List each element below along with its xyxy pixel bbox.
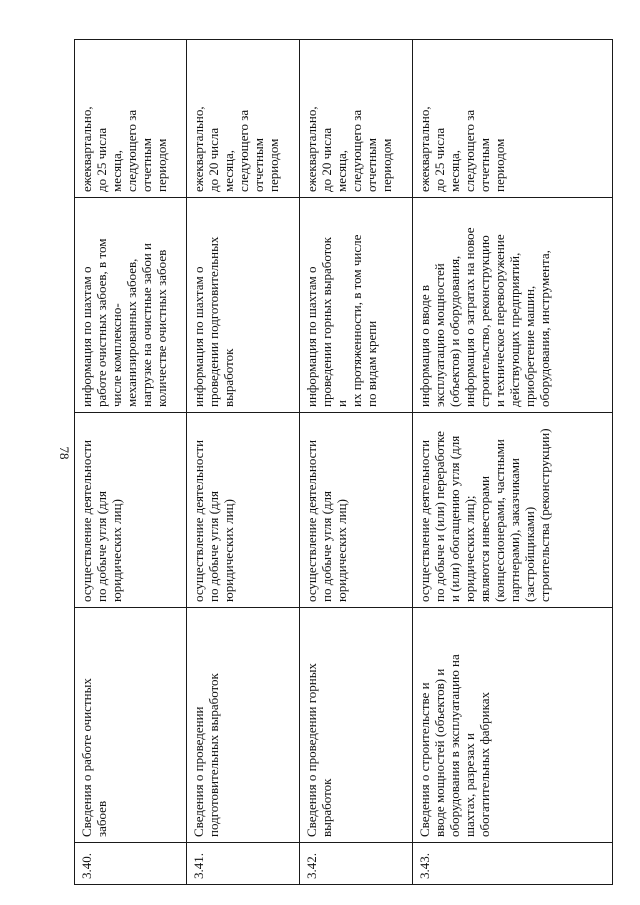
page-number: 78 [57, 446, 72, 460]
report-deadline: ежеквартально, до 20 числа месяца, следующего за отчетным периодом [300, 40, 413, 198]
report-content: информация по шахтам о работе очистных забоев, в том числе комплексно- механизированных забоев, нагрузке на очистные забои и количестве очистных забоев [75, 198, 187, 413]
rotated-table-container [74, 40, 612, 885]
report-deadline: ежеквартально, до 25 числа месяца, следующего за отчетным периодом [75, 40, 187, 198]
reporting-entity: осуществление деятельности по добыче и (или) переработке и (или) обогащению угля (для юридических лиц); являются инвесторами (концессионерами, частными партнерами), заказчиками (застройщиками) строительства (реконструкции) [413, 413, 613, 608]
row-number: 3.41. [187, 843, 300, 885]
report-title: Сведения о проведении горных выработок [300, 608, 413, 843]
row-number: 3.42. [300, 843, 413, 885]
reporting-entity: осуществление деятельности по добыче угля (для юридических лиц) [300, 413, 413, 608]
row-number: 3.40. [75, 843, 187, 885]
table-row [75, 40, 187, 885]
table-row [187, 40, 300, 885]
report-deadline: ежеквартально, до 20 числа месяца, следующего за отчетным периодом [187, 40, 300, 198]
row-number: 3.43. [413, 843, 613, 885]
reporting-entity: осуществление деятельности по добыче угля (для юридических лиц) [187, 413, 300, 608]
report-content: информация о вводе в эксплуатацию мощностей (объектов) и оборудования, информация о затратах на новое строительство, реконструкцию и техническое перевооружение действующих предприятий, приобретение машин, оборудования, инструмента, [413, 198, 613, 413]
report-title: Сведения о работе очистных забоев [75, 608, 187, 843]
reporting-table [74, 39, 613, 885]
report-title: Сведения о проведении подготовительных выработок [187, 608, 300, 843]
reporting-entity: осуществление деятельности по добыче угля (для юридических лиц) [75, 413, 187, 608]
table-row [413, 40, 613, 885]
table-row [300, 40, 413, 885]
report-content: информация по шахтам о проведении горных выработок и их протяженности, в том числе по видам крепи [300, 198, 413, 413]
report-title: Сведения о строительстве и вводе мощностей (объектов) и оборудования в эксплуатацию на шахтах, разрезах и обогатительных фабриках [413, 608, 613, 843]
report-content: информация по шахтам о проведении подготовительных выработок [187, 198, 300, 413]
report-deadline: ежеквартально, до 25 числа месяца, следующего за отчетным периодом [413, 40, 613, 198]
